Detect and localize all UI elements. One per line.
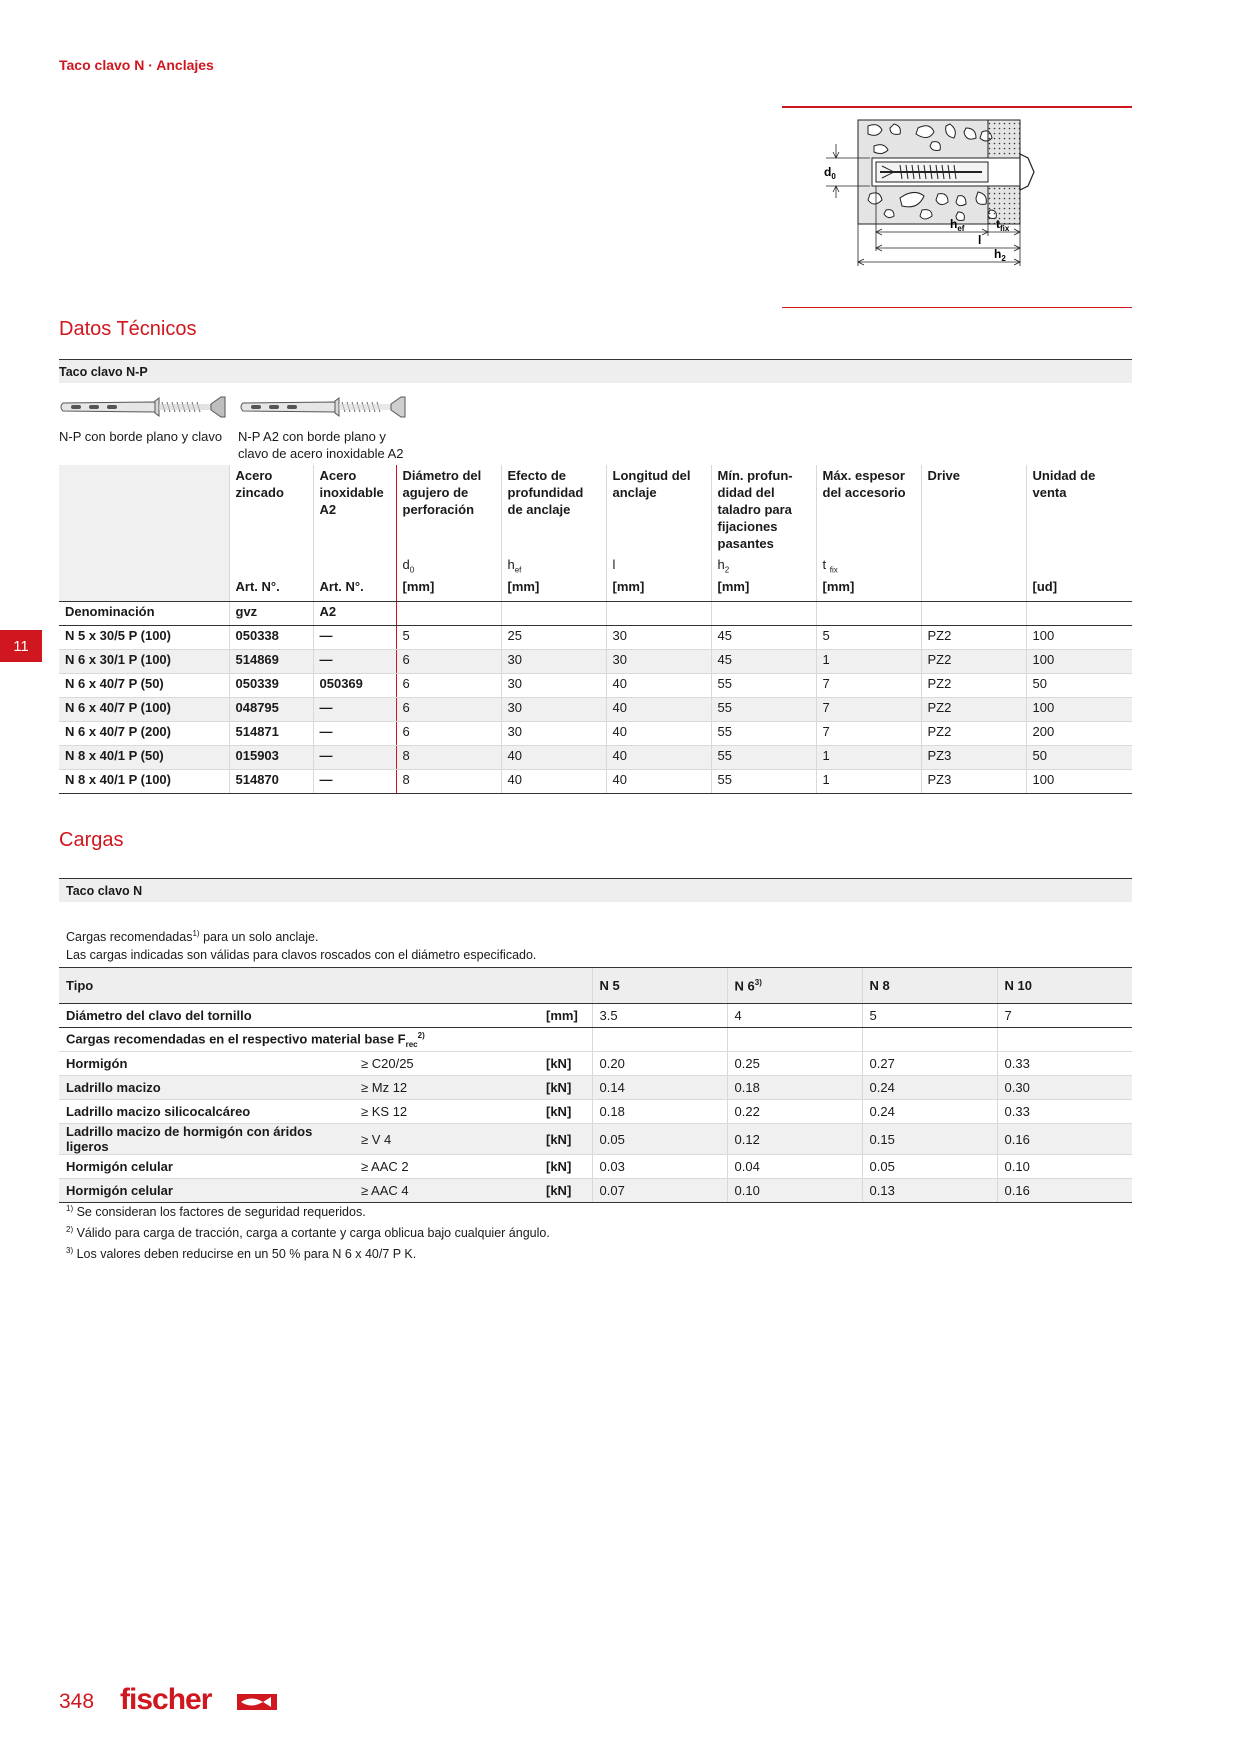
table-cell: 050339: [229, 673, 313, 697]
footnote-3: $^{3)}$ Los valores deben reducirse en un 50 % para N 6 x 40/7 P K.: [66, 1246, 417, 1262]
symbol-cell: [1026, 555, 1132, 577]
table-cell: 40: [606, 697, 711, 721]
loads-value: 0.30: [997, 1076, 1132, 1100]
loads-row: [59, 1052, 1132, 1076]
table-cell: 50: [1026, 745, 1132, 769]
block-label-cargas: [59, 878, 1132, 902]
header-cell: Diámetro del agujero de perforación: [396, 465, 501, 555]
table-cell: 5: [396, 625, 501, 649]
table-cell: 5: [816, 625, 921, 649]
loads-note-line2: Las cargas indicadas son válidas para clavos roscados con el diámetro especificado.: [66, 948, 537, 963]
table-cell: 048795: [229, 697, 313, 721]
loads-unit: [kN]: [539, 1100, 592, 1124]
loads-name: Ladrillo macizo de hormigón con áridos ligeros: [59, 1124, 354, 1155]
caption-np: N-P con borde plano y clavo: [59, 429, 223, 444]
table-cell: —: [313, 745, 396, 769]
loads-value: 0.24: [862, 1100, 997, 1124]
table-cell: PZ2: [921, 697, 1026, 721]
loads-value: 0.14: [592, 1076, 727, 1100]
loads-value: 0.20: [592, 1052, 727, 1076]
table-cell: 55: [711, 697, 816, 721]
loads-unit: [kN]: [539, 1179, 592, 1203]
type-n6: N 6$^{3)}$: [727, 968, 862, 1004]
table-cell: 1: [816, 769, 921, 793]
table-cell: N 6 x 30/1 P (100): [59, 649, 229, 673]
unit-cell: [mm]: [501, 577, 606, 601]
table-cell: 30: [501, 721, 606, 745]
loads-value: 0.07: [592, 1179, 727, 1203]
loads-value: 0.05: [862, 1155, 997, 1179]
symbol-cell: [59, 555, 229, 577]
table-cell: 45: [711, 649, 816, 673]
table-cell: N 8 x 40/1 P (50): [59, 745, 229, 769]
diameter-unit: [mm]: [539, 1004, 592, 1028]
table-cell: 050338: [229, 625, 313, 649]
diagram-bottom-rule: [782, 307, 1132, 309]
table-cell: 100: [1026, 649, 1132, 673]
table-cell: 7: [816, 697, 921, 721]
symbol-cell: [229, 555, 313, 577]
header-cell: Acero inoxidable A2: [313, 465, 396, 555]
recommended-loads-label: Cargas recomendadas en el respectivo material base $F_{rec}^{2)}$: [59, 1028, 592, 1052]
header-cell: [59, 465, 229, 555]
table-cell: 40: [606, 721, 711, 745]
type-n5: N 5: [592, 968, 727, 1004]
dim-label-h2: $h_2$: [994, 247, 1006, 263]
unit-cell: Art. N°.: [313, 577, 396, 601]
dim-label-hef: $h_{ef}$: [950, 217, 965, 233]
loads-value: 0.15: [862, 1124, 997, 1155]
table-header-row: [59, 465, 1132, 555]
table-cell: —: [313, 697, 396, 721]
loads-unit: [kN]: [539, 1076, 592, 1100]
table-cell: —: [313, 625, 396, 649]
table-cell: 30: [501, 649, 606, 673]
footnotes: [66, 1200, 550, 1263]
table-row: [59, 625, 1132, 649]
table-cell: N 5 x 30/5 P (100): [59, 625, 229, 649]
symbol-cell: [313, 555, 396, 577]
header-cell: Acero zincado: [229, 465, 313, 555]
technical-data-body: [59, 625, 1132, 793]
symbol-tfix: t $_{fix}$: [816, 555, 921, 577]
table-row: [59, 649, 1132, 673]
table-cell: 514869: [229, 649, 313, 673]
table-cell: PZ2: [921, 625, 1026, 649]
unit-cell: [mm]: [816, 577, 921, 601]
nail-anchor-image-zinc: [59, 395, 227, 419]
dim-label-tfix: $t_{fix}$: [996, 217, 1010, 233]
installation-diagram: [782, 106, 1132, 308]
page-number: 348: [59, 1690, 95, 1713]
symbol-l: l: [606, 555, 711, 577]
loads-name: Ladrillo macizo silicocalcáreo: [59, 1100, 354, 1124]
header-cell: Unidad de venta: [1026, 465, 1132, 555]
symbol-h2: $h_2$: [711, 555, 816, 577]
table-cell: PZ2: [921, 649, 1026, 673]
table-cell: PZ2: [921, 673, 1026, 697]
denominacion-a2: A2: [313, 601, 396, 625]
loads-grade: ≥ C20/25: [354, 1052, 539, 1076]
table-row: [59, 745, 1132, 769]
table-cell: 55: [711, 673, 816, 697]
loads-grade: ≥ AAC 2: [354, 1155, 539, 1179]
table-cell: 6: [396, 721, 501, 745]
table-cell: 100: [1026, 625, 1132, 649]
table-cell: 30: [501, 697, 606, 721]
loads-table: [59, 967, 1132, 1203]
block-label-datos: [59, 359, 1132, 383]
page-header-title: Taco clavo N · Anclajes: [59, 57, 214, 73]
table-cell: 050369: [313, 673, 396, 697]
dim-label-d0: $d_0$: [824, 165, 836, 181]
table-cell: 6: [396, 649, 501, 673]
table-cell: 30: [501, 673, 606, 697]
table-cell: 40: [606, 673, 711, 697]
table-cell: —: [313, 769, 396, 793]
table-cell: 40: [606, 745, 711, 769]
loads-unit: [kN]: [539, 1155, 592, 1179]
footnote-2: $^{2)}$ Válido para carga de tracción, carga a cortante y carga oblicua bajo cualquier ángulo.: [66, 1225, 550, 1241]
block-label-text: Taco clavo N-P: [59, 365, 148, 379]
loads-value: 0.16: [997, 1179, 1132, 1203]
table-cell: 200: [1026, 721, 1132, 745]
loads-name: Hormigón celular: [59, 1179, 354, 1203]
loads-grade: ≥ V 4: [354, 1124, 539, 1155]
table-row: [59, 697, 1132, 721]
table-cell: PZ2: [921, 721, 1026, 745]
table-row: [59, 721, 1132, 745]
unit-cell: [ud]: [1026, 577, 1132, 601]
loads-unit: [kN]: [539, 1052, 592, 1076]
table-cell: 50: [1026, 673, 1132, 697]
denominacion-row: [59, 601, 1132, 625]
diameter-value: 7: [997, 1004, 1132, 1028]
loads-value: 0.12: [727, 1124, 862, 1155]
loads-value: 0.33: [997, 1100, 1132, 1124]
table-cell: 1: [816, 745, 921, 769]
nail-anchor-image-a2: [239, 395, 407, 419]
type-n8: N 8: [862, 968, 997, 1004]
section-title-cargas: Cargas: [59, 829, 124, 851]
block-label-text: Taco clavo N: [66, 884, 143, 898]
table-cell: 8: [396, 769, 501, 793]
symbol-hef: $h_{ef}$: [501, 555, 606, 577]
loads-value: 0.27: [862, 1052, 997, 1076]
loads-name: Ladrillo macizo: [59, 1076, 354, 1100]
table-cell: 40: [606, 769, 711, 793]
loads-unit: [kN]: [539, 1124, 592, 1155]
caption-np-a2-line1: N-P A2 con borde plano y: [238, 429, 386, 444]
table-cell: N 6 x 40/7 P (50): [59, 673, 229, 697]
table-cell: 015903: [229, 745, 313, 769]
denominacion-gvz: gvz: [229, 601, 313, 625]
loads-row: [59, 1076, 1132, 1100]
loads-note-line1: Cargas recomendadas$^{1)}$ para un solo anclaje.: [66, 929, 319, 945]
table-cell: 7: [816, 721, 921, 745]
loads-value: 0.10: [727, 1179, 862, 1203]
loads-value: 0.16: [997, 1124, 1132, 1155]
unit-cell: [mm]: [606, 577, 711, 601]
loads-value: 0.03: [592, 1155, 727, 1179]
table-cell: 100: [1026, 769, 1132, 793]
table-row: [59, 769, 1132, 793]
fischer-fish-logo-icon: [237, 1694, 277, 1710]
loads-row: [59, 1179, 1132, 1203]
symbol-d0: $d_0$: [396, 555, 501, 577]
header-cell: Drive: [921, 465, 1026, 555]
table-cell: 1: [816, 649, 921, 673]
table-cell: —: [313, 649, 396, 673]
caption-np-a2: [238, 428, 404, 462]
table-cell: 7: [816, 673, 921, 697]
loads-value: 0.25: [727, 1052, 862, 1076]
anchor-section-drawing: [782, 106, 1132, 308]
unit-cell: Art. N°.: [229, 577, 313, 601]
table-cell: N 6 x 40/7 P (100): [59, 697, 229, 721]
table-cell: 30: [606, 649, 711, 673]
symbol-cell: [921, 555, 1026, 577]
table-cell: 6: [396, 697, 501, 721]
loads-name: Hormigón celular: [59, 1155, 354, 1179]
header-cell: Máx. espesor del accesorio: [816, 465, 921, 555]
table-cell: 45: [711, 625, 816, 649]
loads-value: 0.18: [727, 1076, 862, 1100]
diameter-value: 3.5: [592, 1004, 727, 1028]
table-cell: PZ3: [921, 745, 1026, 769]
table-cell: 40: [501, 745, 606, 769]
technical-data-table: [59, 465, 1132, 794]
table-cell: 55: [711, 769, 816, 793]
loads-row: [59, 1155, 1132, 1179]
loads-value: 0.13: [862, 1179, 997, 1203]
table-cell: 40: [501, 769, 606, 793]
loads-value: 0.18: [592, 1100, 727, 1124]
loads-value: 0.10: [997, 1155, 1132, 1179]
loads-value: 0.33: [997, 1052, 1132, 1076]
denominacion-label: Denominación: [59, 601, 229, 625]
loads-row: [59, 1100, 1132, 1124]
loads-value: 0.04: [727, 1155, 862, 1179]
unit-cell: [921, 577, 1026, 601]
loads-value: 0.05: [592, 1124, 727, 1155]
table-cell: —: [313, 721, 396, 745]
table-cell: 514870: [229, 769, 313, 793]
loads-row: [59, 1124, 1132, 1155]
header-cell: Longitud del anclaje: [606, 465, 711, 555]
header-cell: Efecto de profundidad de anclaje: [501, 465, 606, 555]
tipo-label: Tipo: [59, 968, 592, 1004]
table-cell: 100: [1026, 697, 1132, 721]
dim-label-l: l: [978, 233, 982, 247]
brand-logo-text: fischer: [120, 1683, 212, 1716]
table-cell: 55: [711, 721, 816, 745]
unit-cell: [mm]: [396, 577, 501, 601]
table-cell: N 8 x 40/1 P (100): [59, 769, 229, 793]
chapter-tab: 11: [0, 630, 42, 662]
diameter-label: Diámetro del clavo del tornillo: [59, 1004, 539, 1028]
type-n10: N 10: [997, 968, 1132, 1004]
loads-grade: ≥ AAC 4: [354, 1179, 539, 1203]
loads-value: 0.24: [862, 1076, 997, 1100]
unit-cell: [59, 577, 229, 601]
table-cell: PZ3: [921, 769, 1026, 793]
loads-grade: ≥ KS 12: [354, 1100, 539, 1124]
table-cell: 30: [606, 625, 711, 649]
tipo-row: [59, 968, 1132, 1004]
table-cell: 514871: [229, 721, 313, 745]
table-cell: 55: [711, 745, 816, 769]
unit-cell: [mm]: [711, 577, 816, 601]
table-cell: 25: [501, 625, 606, 649]
loads-note: [66, 925, 536, 964]
diameter-value: 5: [862, 1004, 997, 1028]
symbol-row: [59, 555, 1132, 577]
loads-grade: ≥ Mz 12: [354, 1076, 539, 1100]
loads-name: Hormigón: [59, 1052, 354, 1076]
unit-row: [59, 577, 1132, 601]
caption-np-a2-line2: clavo de acero inoxidable A2: [238, 446, 404, 461]
loads-body: [59, 1052, 1132, 1203]
section-title-datos: Datos Técnicos: [59, 318, 197, 340]
recommended-loads-header: [59, 1028, 1132, 1052]
table-cell: N 6 x 40/7 P (200): [59, 721, 229, 745]
loads-value: 0.22: [727, 1100, 862, 1124]
header-cell: Mín. profun- didad del taladro para fijaciones pasantes: [711, 465, 816, 555]
footnote-1: $^{1)}$ Se consideran los factores de seguridad requeridos.: [66, 1204, 366, 1220]
diameter-row: [59, 1004, 1132, 1028]
table-row: [59, 673, 1132, 697]
table-cell: 8: [396, 745, 501, 769]
table-cell: 6: [396, 673, 501, 697]
diameter-value: 4: [727, 1004, 862, 1028]
